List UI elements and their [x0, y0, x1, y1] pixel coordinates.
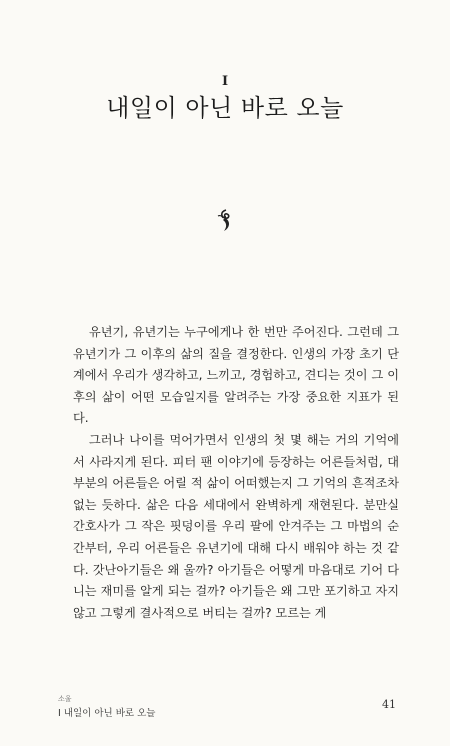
page-number: 41	[382, 698, 396, 711]
paragraph: 그러나 나이를 먹어가면서 인생의 첫 몇 해는 거의 기억에서 사라지게 된다. 피터 팬 이야기에 등장하는 어른들처럼, 대부분의 어른들은 어릴 적 삶이 어떠했는지 그 기억의 흔적조차 없는 듯하다. 삶은 다음 세대에서 완벽하게 재현된다. 분만실 간호사가 그 작은 핏덩이를 우리 팔에 안겨주는 그 마법의 순간부터, 우리 어른들은 유년기에 대해 다시 배워야 하는 것 같다. 갓난아기들은 왜 울까? 아기들은 어떻게 마음대로 기어 다니는 재미를 알게 되는 걸까? 아기들은 왜 그만 포기하고 자지 않고 그렇게 결사적으로 버티는 걸까? 모르는 게	[73, 432, 399, 620]
leaf-flourish-icon	[212, 207, 238, 233]
chapter-title: 내일이 아닌 바로 오늘	[106, 94, 344, 122]
footer-chapter-ref	[58, 694, 155, 719]
paragraph: 유년기, 유년기는 누구에게나 한 번만 주어진다. 그런데 그 유년기가 그 이후의 삶의 질을 결정한다. 인생의 가장 초기 단계에서 우리가 생각하고, 느끼고, 경험하고, 견디는 것이 그 이후의 삶이 어떤 모습일지를 알려주는 가장 중요한 지표가 된다.	[73, 325, 399, 426]
body-text	[73, 322, 399, 624]
running-head: 소울	[58, 695, 72, 703]
chapter-number: I	[221, 74, 229, 89]
footer-chapter-title: I 내일이 아닌 바로 오늘	[58, 708, 156, 719]
